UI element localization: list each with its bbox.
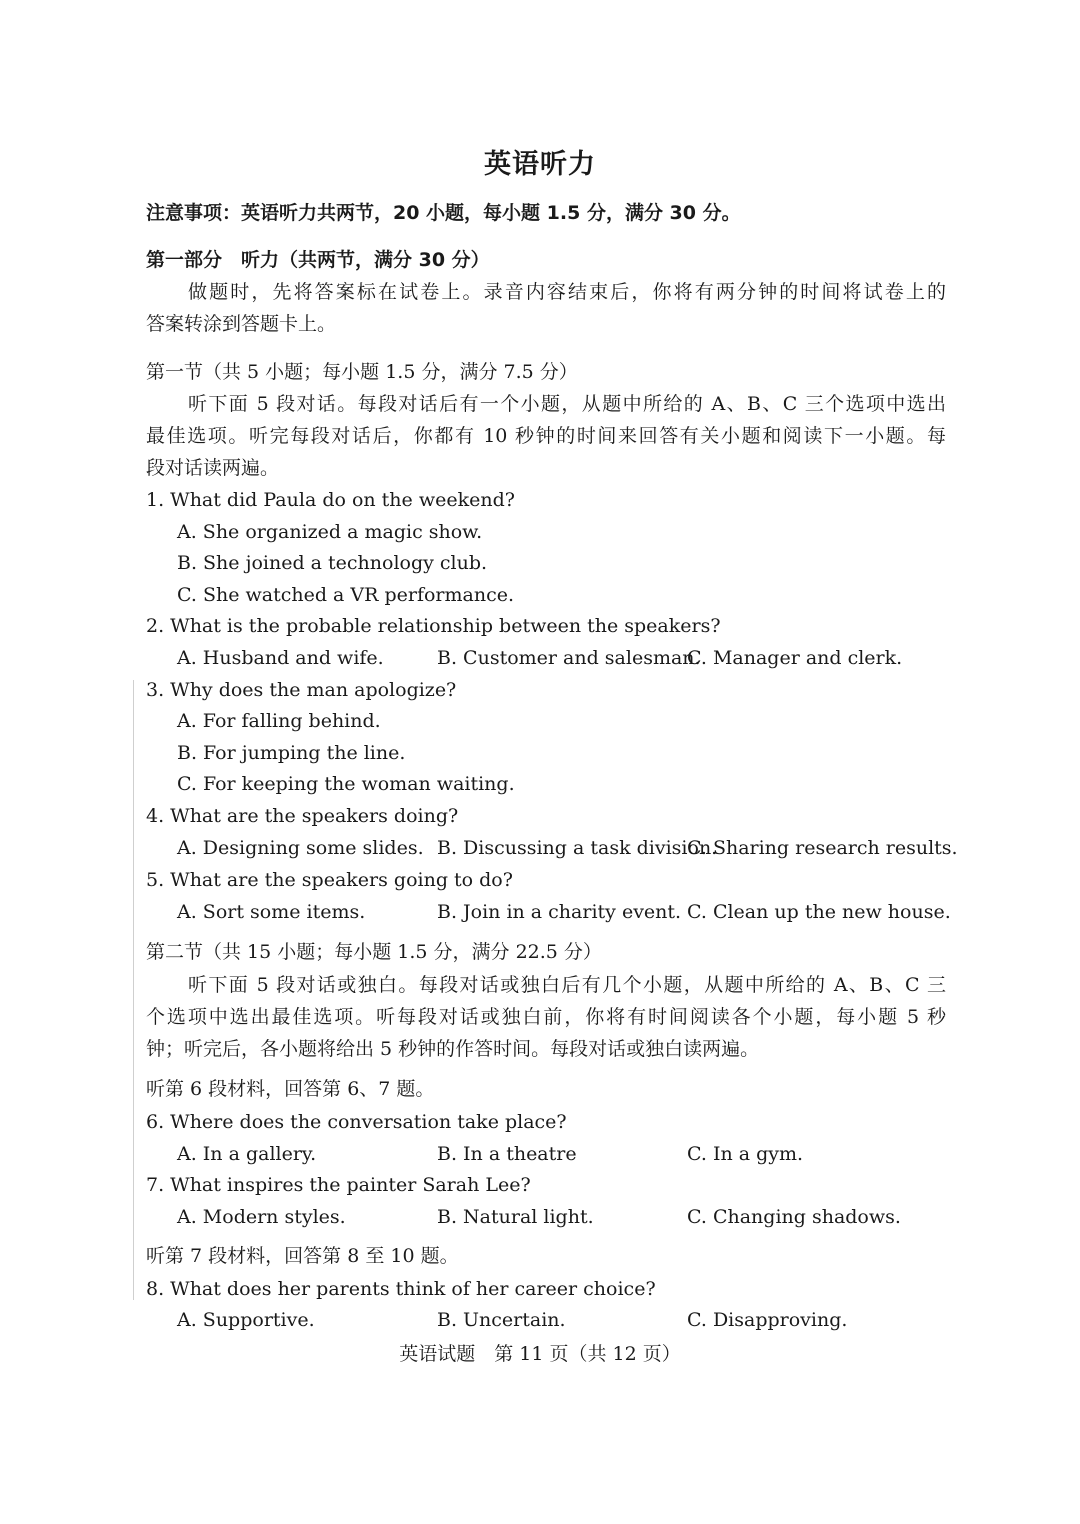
question-4: 4. What are the speakers doing? <box>146 805 459 827</box>
q4-option-c: C. Sharing research results. <box>687 837 958 859</box>
page-footer: 英语试题 第 11 页（共 12 页） <box>399 1343 681 1365</box>
part1-heading: 第一部分 听力（共两节，满分 30 分） <box>146 249 490 271</box>
material-6-instruction: 听第 6 段材料，回答第 6、7 题。 <box>146 1078 435 1100</box>
q1-option-c: C. She watched a VR performance. <box>177 584 515 606</box>
q2-option-c: C. Manager and clerk. <box>687 647 903 669</box>
part1-intro-line2: 答案转涂到答题卡上。 <box>146 313 337 335</box>
margin-line <box>133 680 134 1300</box>
q6-option-b: B. In a theatre <box>437 1143 577 1165</box>
q8-option-a: A. Supportive. <box>177 1309 315 1331</box>
q2-option-b: B. Customer and salesman. <box>437 647 701 669</box>
question-2: 2. What is the probable relationship between the speakers? <box>146 615 721 637</box>
q7-option-b: B. Natural light. <box>437 1206 594 1228</box>
material-7-instruction: 听第 7 段材料，回答第 8 至 10 题。 <box>146 1245 459 1267</box>
section2-line2: 个选项中选出最佳选项。听每段对话或独白前，你将有时间阅读各个小题，每小题 5 秒 <box>146 1006 946 1028</box>
question-6: 6. Where does the conversation take place? <box>146 1111 567 1133</box>
q4-option-b: B. Discussing a task division. <box>437 837 718 859</box>
part1-intro-line1: 做题时，先将答案标在试卷上。录音内容结束后，你将有两分钟的时间将试卷上的 <box>188 281 946 303</box>
question-3: 3. Why does the man apologize? <box>146 679 457 701</box>
section1-line2: 最佳选项。听完每段对话后，你都有 10 秒钟的时间来回答有关小题和阅读下一小题。每 <box>146 425 946 447</box>
q6-option-a: A. In a gallery. <box>177 1143 317 1165</box>
section2-heading: 第二节（共 15 小题；每小题 1.5 分，满分 22.5 分） <box>146 941 602 963</box>
q5-option-a: A. Sort some items. <box>177 901 366 923</box>
question-7: 7. What inspires the painter Sarah Lee? <box>146 1174 531 1196</box>
q8-option-c: C. Disapproving. <box>687 1309 848 1331</box>
section1-line1: 听下面 5 段对话。每段对话后有一个小题，从题中所给的 A、B、C 三个选项中选出 <box>188 393 946 415</box>
q7-option-c: C. Changing shadows. <box>687 1206 901 1228</box>
q3-option-a: A. For falling behind. <box>177 710 381 732</box>
q1-option-a: A. She organized a magic show. <box>177 521 483 543</box>
q6-option-c: C. In a gym. <box>687 1143 804 1165</box>
notice: 注意事项：英语听力共两节，20 小题，每小题 1.5 分，满分 30 分。 <box>146 202 741 224</box>
section2-line1: 听下面 5 段对话或独白。每段对话或独白后有几个小题，从题中所给的 A、B、C 三 <box>188 974 946 996</box>
q7-option-a: A. Modern styles. <box>177 1206 346 1228</box>
question-1: 1. What did Paula do on the weekend? <box>146 489 515 511</box>
question-8: 8. What does her parents think of her career choice? <box>146 1278 656 1300</box>
section2-line3: 钟；听完后，各小题将给出 5 秒钟的作答时间。每段对话或独白读两遍。 <box>146 1038 760 1060</box>
question-5: 5. What are the speakers going to do? <box>146 869 513 891</box>
section1-heading: 第一节（共 5 小题；每小题 1.5 分，满分 7.5 分） <box>146 361 578 383</box>
q8-option-b: B. Uncertain. <box>437 1309 566 1331</box>
q5-option-b: B. Join in a charity event. <box>437 901 682 923</box>
q3-option-c: C. For keeping the woman waiting. <box>177 773 515 795</box>
q2-option-a: A. Husband and wife. <box>177 647 384 669</box>
q4-option-a: A. Designing some slides. <box>177 837 424 859</box>
page-title: 英语听力 <box>484 149 596 180</box>
q1-option-b: B. She joined a technology club. <box>177 552 488 574</box>
q5-option-c: C. Clean up the new house. <box>687 901 951 923</box>
section1-line3: 段对话读两遍。 <box>146 457 280 479</box>
q3-option-b: B. For jumping the line. <box>177 742 406 764</box>
